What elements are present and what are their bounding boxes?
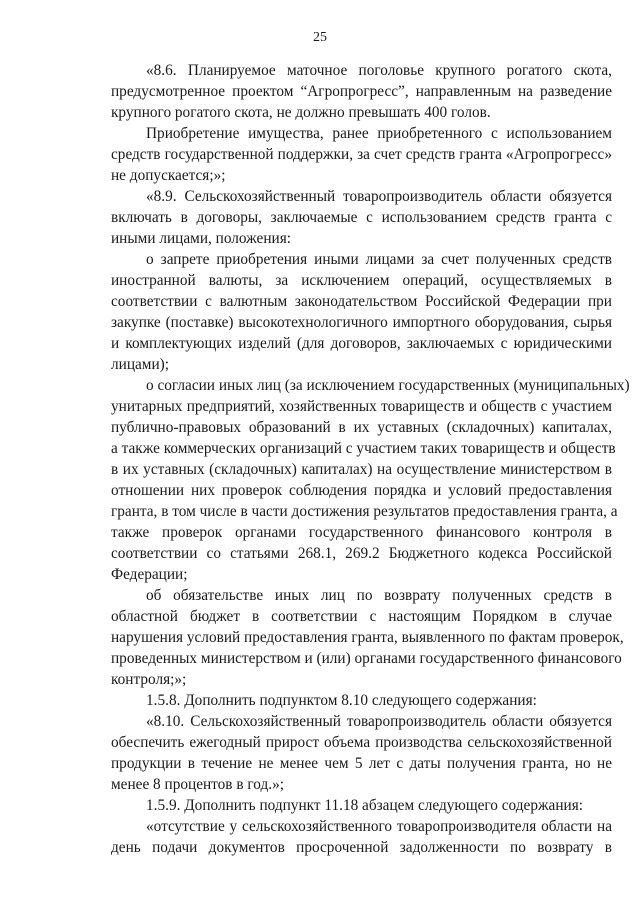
paragraph [111, 186, 612, 249]
text-line: менее 8 процентов в год.»; [111, 776, 285, 793]
paragraph [111, 690, 612, 711]
paragraph [111, 249, 612, 375]
text-line: иными лицами, положения: [111, 230, 291, 247]
paragraph [111, 585, 624, 690]
text-line: 1.5.8. Дополнить подпунктом 8.10 следующего содержания: [146, 692, 537, 709]
text-line: крупного рогатого скота, не должно превышать 400 голов. [111, 104, 491, 121]
text-line: в их уставных (складочных) капиталах) на осуществление министерством в [111, 461, 612, 478]
text-line: областной бюджет в соответствии с настоящим Порядком в случае [111, 608, 612, 625]
text-line: соответствии со статьями 268.1, 269.2 Бюджетного кодекса Российской [111, 545, 612, 562]
text-line: и комплектующих изделий (для договоров, заключаемых с юридическими [111, 335, 612, 352]
text-line: день подачи документов просроченной задолженности по возврату в [111, 839, 612, 856]
paragraph [111, 375, 630, 585]
text-line: «отсутствие у сельскохозяйственного товаропроизводителя области на [146, 818, 612, 835]
text-line: предусмотренное проектом “Агропрогресс”, направленным на разведение [111, 83, 612, 100]
text-line: обеспечить ежегодный прирост объема производства сельскохозяйственной [111, 734, 612, 751]
text-line: лицами); [111, 356, 170, 373]
text-line: не допускается;»; [111, 167, 226, 184]
text-line: продукции в течение не менее чем 5 лет с даты получения гранта, но не [111, 755, 612, 772]
text-line: а также коммерческих организаций с участием таких товариществ и обществ [111, 440, 616, 457]
text-line: об обязательстве иных лиц по возврату полученных средств в [146, 587, 612, 604]
text-line: соответствии с валютным законодательством Российской Федерации при [111, 293, 612, 310]
paragraph [111, 123, 612, 186]
paragraph [111, 795, 612, 816]
text-line: 1.5.9. Дополнить подпункт 11.18 абзацем следующего содержания: [146, 797, 583, 814]
text-line: также проверок органами государственного финансового контроля в [111, 524, 612, 541]
paragraph [111, 60, 612, 123]
text-line: о запрете приобретения иными лицами за счет полученных средств [146, 251, 612, 268]
text-line: нарушения условий предоставления гранта, выявленного по фактам проверок, [111, 629, 624, 646]
document-body [111, 60, 630, 858]
text-line: унитарных предприятий, хозяйственных товариществ и обществ с участием [111, 398, 612, 415]
paragraph [111, 711, 612, 795]
text-line: публично-правовых образований в их уставных (складочных) капиталах, [111, 419, 612, 436]
text-line: о согласии иных лиц (за исключением государственных (муниципальных) [146, 377, 630, 394]
text-line: «8.6. Планируемое маточное поголовье крупного рогатого скота, [146, 62, 612, 79]
text-line: проведенных министерством и (или) органами государственного финансового [111, 650, 622, 667]
text-line: Приобретение имущества, ранее приобретенного с использованием [146, 125, 612, 142]
text-line: закупке (поставке) высокотехнологичного импортного оборудования, сырья [111, 314, 612, 331]
text-line: включать в договоры, заключаемые с использованием средств гранта с [111, 209, 612, 226]
paragraph [111, 816, 612, 858]
text-line: средств государственной поддержки, за счет средств гранта «Агропрогресс» [111, 146, 612, 163]
text-line: контроля;»; [111, 671, 187, 688]
text-line: «8.10. Сельскохозяйственный товаропроизводитель области обязуется [146, 713, 612, 730]
text-line: гранта, в том числе в части достижения результатов предоставления гранта, а [111, 503, 618, 520]
text-line: Федерации; [111, 566, 188, 583]
page-number: 25 [313, 30, 327, 45]
text-line: иностранной валюты, за исключением операций, осуществляемых в [111, 272, 612, 289]
text-line: отношении них проверок соблюдения порядка и условий предоставления [111, 482, 612, 499]
text-line: «8.9. Сельскохозяйственный товаропроизводитель области обязуется [146, 188, 612, 205]
